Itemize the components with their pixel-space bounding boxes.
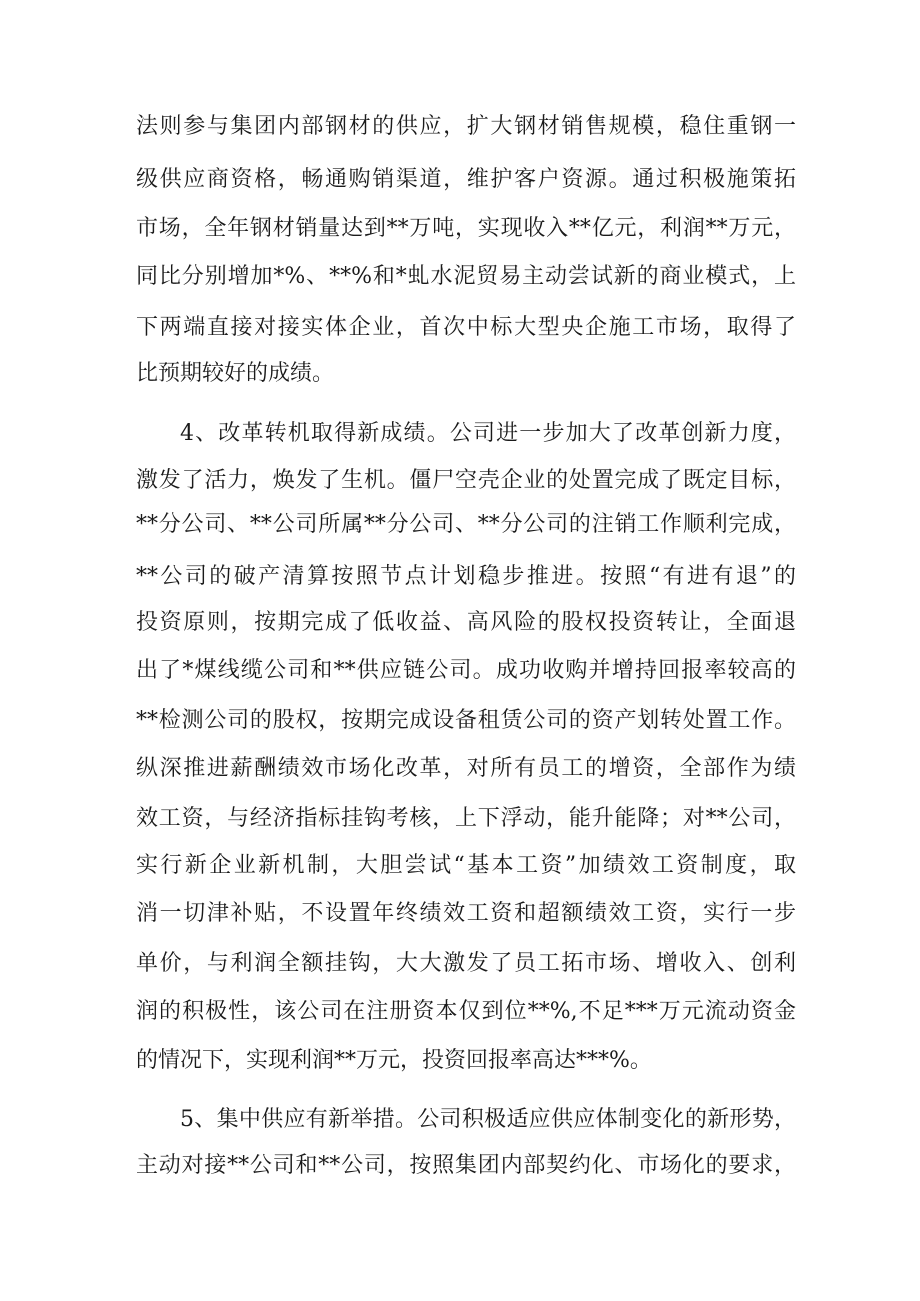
text-line: 润的积极性，该公司在注册资本仅到位**%,不足***万元流动资金 bbox=[136, 999, 796, 1024]
text-line: 效工资，与经济指标挂钩考核，上下浮动，能升能降；对**公司， bbox=[136, 806, 796, 831]
text-line: 激发了活力，焕发了生机。僵尸空壳企业的处置完成了既定目标， bbox=[136, 468, 796, 493]
text-line: 的情况下，实现利润**万元，投资回报率高达***%。 bbox=[136, 1048, 652, 1073]
text-line: 比预期较好的成绩。 bbox=[136, 361, 335, 386]
text-line: 同比分别增加*%、**%和*虬水泥贸易主动尝试新的商业模式，上 bbox=[136, 264, 796, 289]
text-line: **检测公司的股权，按期完成设备租赁公司的资产划转处置工作。 bbox=[136, 708, 796, 733]
text-line: 纵深推进薪酬绩效市场化改革，对所有员工的增资，全部作为绩 bbox=[136, 756, 796, 781]
text-line: 主动对接**公司和**公司，按照集团内部契约化、市场化的要求， bbox=[136, 1153, 796, 1178]
text-line: 级供应商资格，畅通购销渠道，维护客户资源。通过积极施策拓 bbox=[136, 167, 796, 192]
text-line: 法则参与集团内部钢材的供应，扩大钢材销售规模，稳住重钢一 bbox=[136, 114, 796, 139]
paragraph-heading-line: 4、改革转机取得新成绩。公司进一步加大了改革创新力度， bbox=[180, 421, 796, 446]
text-line: 单价，与利润全额挂钩，大大激发了员工拓市场、增收入、创利 bbox=[136, 951, 796, 976]
text-line: **分公司、**公司所属**分公司、**分公司的注销工作顺利完成， bbox=[136, 512, 796, 537]
text-line: 实行新企业新机制，大胆尝试“基本工资”加绩效工资制度，取 bbox=[136, 853, 796, 878]
text-line: 出了*煤线缆公司和**供应链公司。成功收购并增持回报率较高的 bbox=[136, 658, 796, 683]
text-line: 下两端直接对接实体企业，首次中标大型央企施工市场，取得了 bbox=[136, 315, 796, 340]
text-line: 消一切津补贴，不设置年终绩效工资和超额绩效工资，实行一步 bbox=[136, 901, 796, 926]
paragraph-heading-line: 5、集中供应有新举措。公司积极适应供应体制变化的新形势， bbox=[180, 1107, 796, 1132]
text-line: **公司的破产清算按照节点计划稳步推进。按照“有进有退”的 bbox=[136, 564, 796, 589]
text-line: 投资原则，按期完成了低收益、高风险的股权投资转让，全面退 bbox=[136, 610, 796, 635]
text-line: 市场，全年钢材销量达到**万吨，实现收入**亿元，利润**万元， bbox=[136, 216, 796, 241]
